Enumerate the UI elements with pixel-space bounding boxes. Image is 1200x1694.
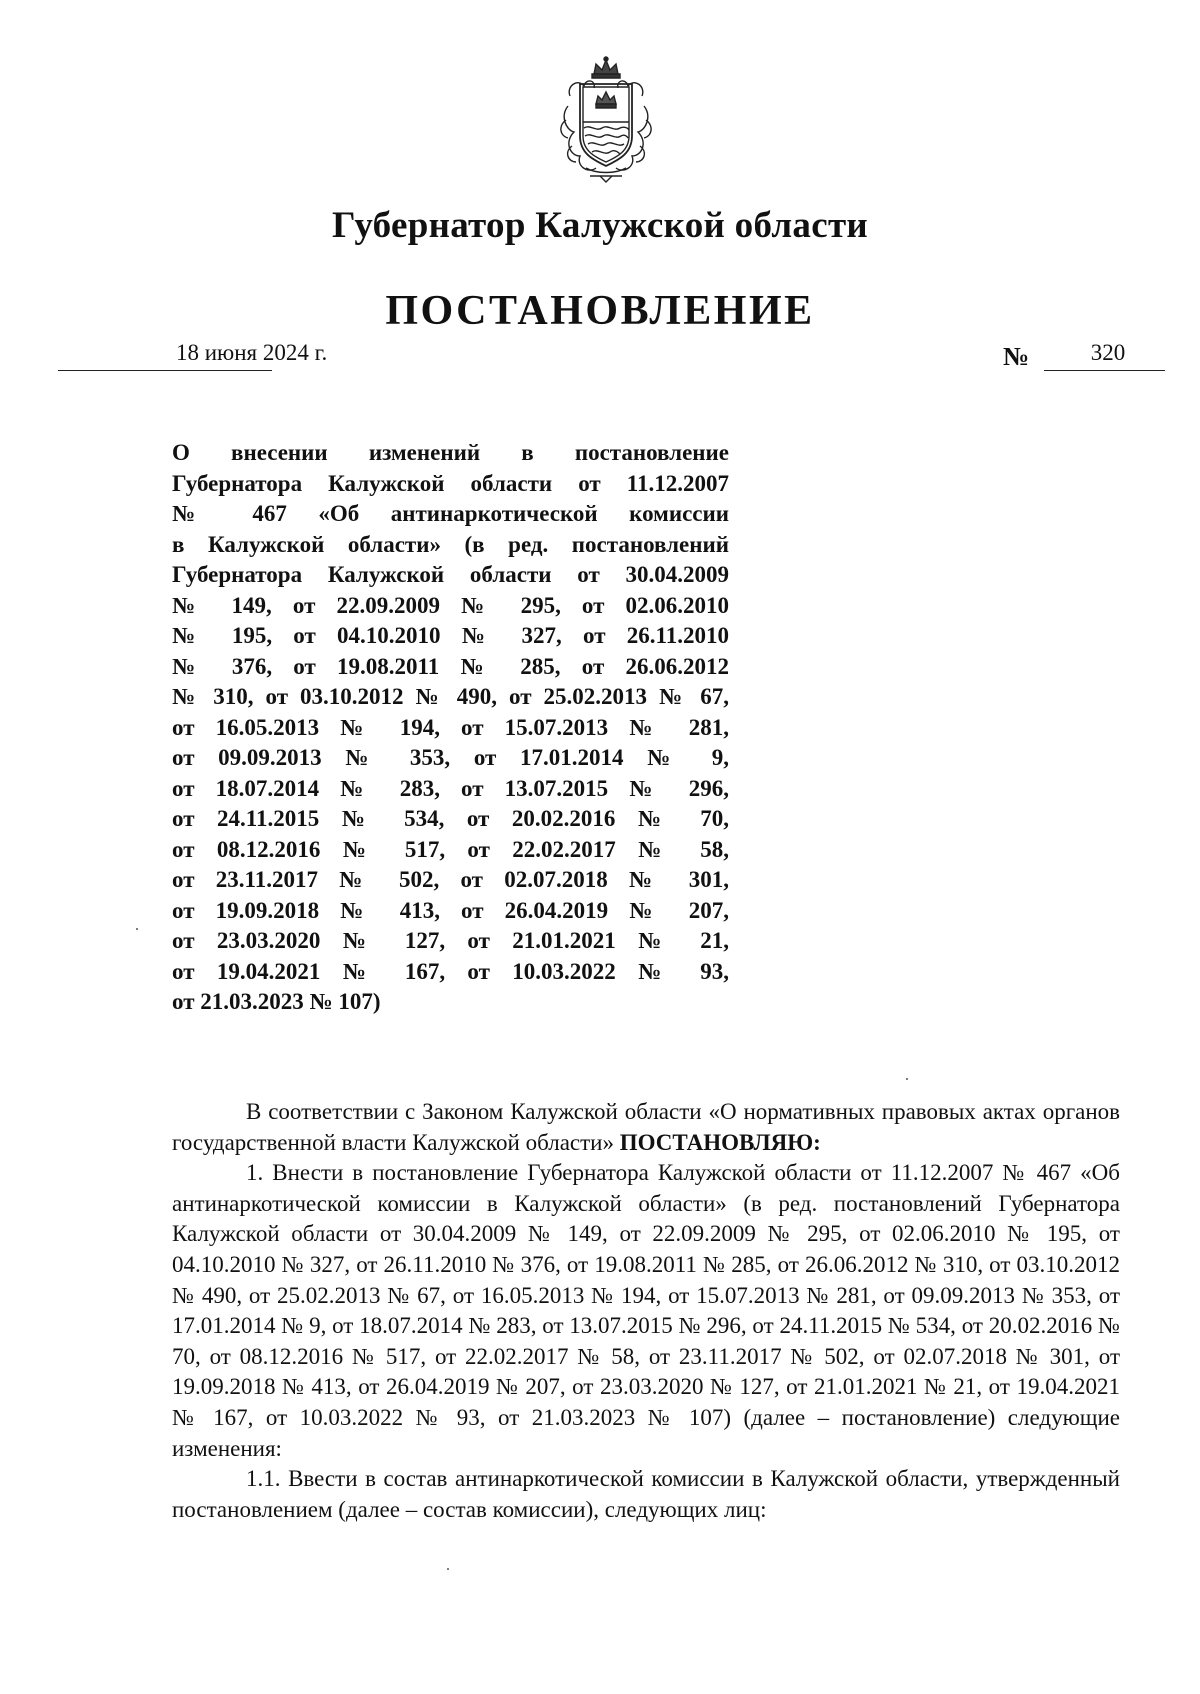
preamble-paragraph	[172, 1097, 1120, 1158]
subject-line: от 08.12.2016 № 517, от 22.02.2017 № 58,	[172, 836, 729, 862]
subject-line: № 195, от 04.10.2010 № 327, от 26.11.2010	[172, 623, 729, 648]
subject-line: от 18.07.2014 № 283, от 13.07.2015 № 296,	[172, 775, 729, 801]
document-subject	[172, 438, 729, 1018]
subject-line: от 09.09.2013 № 353, от 17.01.2014 № 9,	[172, 745, 729, 770]
item-1-1-paragraph: 1.1. Ввести в состав антинаркотической комиссии в Калужской области, утвержденный постановлением (далее – состав комиссии), следующих лиц:	[172, 1466, 1120, 1522]
subject-line: № 149, от 22.09.2009 № 295, от 02.06.2010	[172, 592, 729, 618]
subject-line: Губернатора Калужской области от 11.12.2007	[172, 470, 729, 496]
number-underline	[1044, 370, 1165, 371]
scan-speck	[447, 1568, 449, 1570]
kaluga-region-coat-of-arms-icon	[556, 56, 656, 184]
subject-line: от 23.03.2020 № 127, от 21.01.2021 № 21,	[172, 928, 729, 953]
document-body	[172, 1097, 1120, 1525]
number-sign: №	[1003, 342, 1030, 371]
subject-line: от 21.03.2023 № 107)	[172, 989, 381, 1014]
date-underline	[58, 370, 272, 371]
scan-speck	[906, 1078, 908, 1080]
decree-keyword: ПОСТАНОВЛЯЮ:	[619, 1129, 821, 1155]
subject-line: О внесении изменений в постановление	[172, 440, 729, 465]
scan-speck	[136, 928, 138, 930]
document-date: 18 июня 2024 г.	[176, 340, 328, 365]
subject-line: Губернатора Калужской области от 30.04.2009	[172, 562, 729, 587]
subject-line: от 19.09.2018 № 413, от 26.04.2019 № 207,	[172, 897, 729, 923]
document-type-heading: ПОСТАНОВЛЕНИЕ	[385, 288, 815, 334]
issuer-title: Губернатор Калужской области	[331, 205, 869, 246]
subject-line: № 310, от 03.10.2012 № 490, от 25.02.2013 № 67,	[172, 684, 729, 709]
subject-line: от 19.04.2021 № 167, от 10.03.2022 № 93,	[172, 958, 729, 984]
document-number: 320	[1090, 340, 1126, 365]
subject-line: № 376, от 19.08.2011 № 285, от 26.06.2012	[172, 653, 729, 679]
item-1-paragraph: 1. Внести в постановление Губернатора Калужской области от 11.12.2007 № 467 «Об антинаркотической комиссии в Калужской области» (в ред. постановлений Губернатора Калужской области от 30.04.2009 № 149, от 22.09.2009 № 295, от 02.06.2010 № 195, от 04.10.2010 № 327, от 26.11.2010 № 376, от 19.08.2011 № 285, от 26.06.2012 № 310, от 03.10.2012 № 490, от 25.02.2013 № 67, от 16.05.2013 № 194, от 15.07.2013 № 281, от 09.09.2013 № 353, от 17.01.2014 № 9, от 18.07.2014 № 283, от 13.07.2015 № 296, от 24.11.2015 № 534, от 20.02.2016 № 70, от 08.12.2016 № 517, от 22.02.2017 № 58, от 23.11.2017 № 502, от 02.07.2018 № 301, от 19.09.2018 № 413, от 26.04.2019 № 207, от 23.03.2020 № 127, от 21.01.2021 № 21, от 19.04.2021 № 167, от 10.03.2022 № 93, от 21.03.2023 № 107) (далее – постановление) следующие изменения:	[172, 1160, 1120, 1461]
subject-line: от 23.11.2017 № 502, от 02.07.2018 № 301,	[172, 867, 729, 892]
subject-line: № 467 «Об антинаркотической комиссии	[172, 501, 729, 526]
subject-line: от 16.05.2013 № 194, от 15.07.2013 № 281,	[172, 714, 729, 740]
subject-line: в Калужской области» (в ред. постановлений	[172, 531, 729, 557]
preamble-text: В соответствии с Законом Калужской области «О нормативных правовых актах органов государственной власти Калужской области»	[172, 1099, 1120, 1155]
subject-line: от 24.11.2015 № 534, от 20.02.2016 № 70,	[172, 806, 729, 831]
